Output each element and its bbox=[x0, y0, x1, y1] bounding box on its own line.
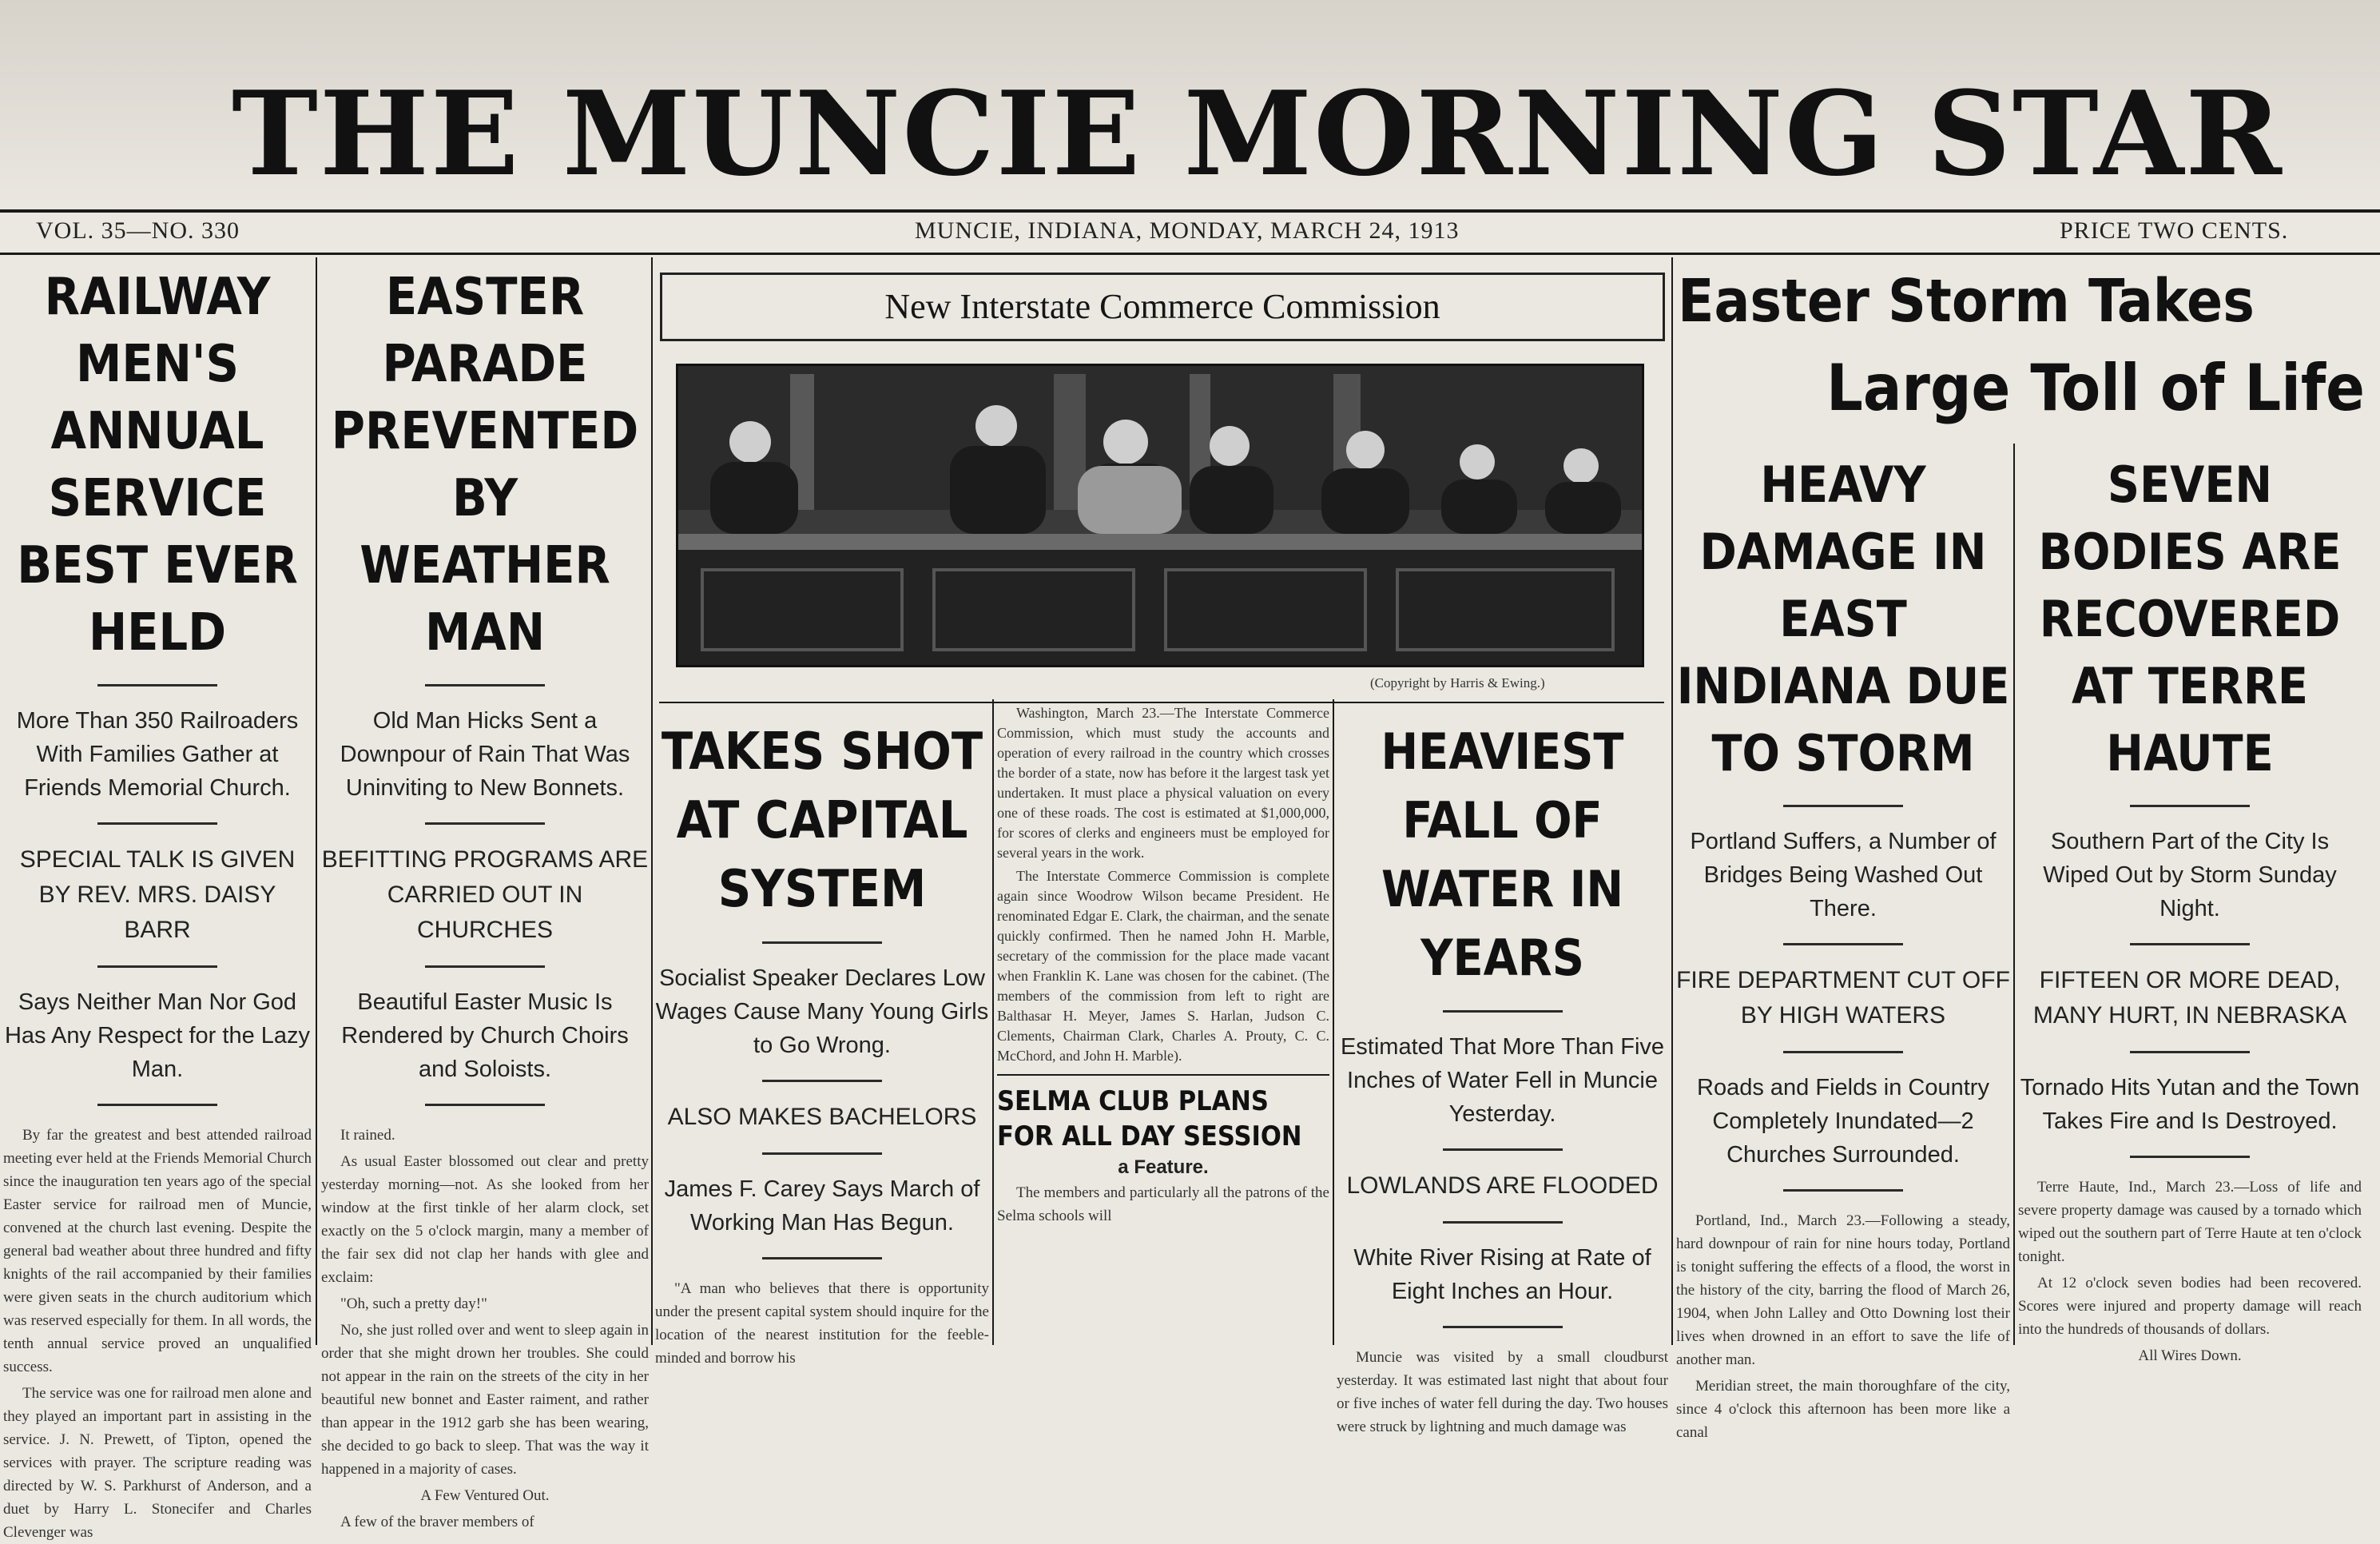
article-body bbox=[3, 1124, 312, 1544]
photo-credit: (Copyright by Harris & Ewing.) bbox=[1370, 675, 1545, 690]
article-body bbox=[2018, 1176, 2362, 1367]
separator bbox=[762, 1080, 882, 1082]
article-paragraph: Portland, Ind., March 23.—Following a steady, hard downpour of rain for nine hours today, Portland is tonight suffering the effects of a flood, the worst in the history of the city, barring the flood of March 26, 1904, when John Lalley and Otto Downing lost their lives when drowned in an effort to save the life of another man. bbox=[1676, 1212, 2010, 1368]
photo-caption-box bbox=[660, 273, 1665, 341]
article-body bbox=[997, 1181, 1329, 1228]
column-rule bbox=[1671, 257, 1673, 1345]
article-deck: Roads and Fields in Country Completely Inundated—2 Churches Surrounded. bbox=[1697, 1075, 1989, 1168]
separator bbox=[1783, 1051, 1903, 1053]
separator bbox=[425, 684, 545, 686]
article-commission-text bbox=[997, 703, 1329, 1345]
separator bbox=[1783, 1189, 1903, 1192]
article-deck: Beautiful Easter Music Is Rendered by Church Choirs and Soloists. bbox=[341, 989, 629, 1082]
separator bbox=[97, 1104, 217, 1106]
photo-caption: New Interstate Commerce Commission bbox=[884, 287, 1440, 326]
article-paragraph: No, she just rolled over and went to sleep again in order that she might drown her troubles. She could not appear in the rain on the streets of the city in her beautiful new bonnet and Easter raiment, and rather than appear in the 1912 garb she has been wearing, she decided to go back to sleep. That was the way it happened in a majority of cases. bbox=[321, 1322, 649, 1478]
separator bbox=[997, 1074, 1329, 1076]
column-rule bbox=[651, 257, 653, 1345]
article-headline: EASTER PARADE PREVENTED BY WEATHER MAN bbox=[331, 268, 639, 663]
separator bbox=[1443, 1221, 1563, 1224]
article-deck: Portland Suffers, a Number of Bridges Being Washed Out There. bbox=[1690, 829, 1997, 921]
article-headline: HEAVIEST FALL OF WATER IN YEARS bbox=[1381, 722, 1624, 987]
separator bbox=[1783, 943, 1903, 945]
article-paragraph: "Oh, such a pretty day!" bbox=[340, 1295, 487, 1312]
article-headline: HEAVY DAMAGE IN EAST INDIANA DUE TO STORM bbox=[1676, 456, 2010, 782]
separator bbox=[1443, 1148, 1563, 1151]
article-railway-men bbox=[3, 257, 312, 1541]
article-subheadline: FIFTEEN OR MORE DEAD, MANY HURT, IN NEBRASKA bbox=[2032, 967, 2347, 1029]
article-paragraph: The service was one for railroad men alone and they played an important part in assisting in the service. J. N. Prewett, of Tipton, opened the services with prayer. The scripture reading was directed by W. S. Parkhurst of Anderson, and a duet by Harry L. Stonecifer and Charles Clevenger was bbox=[3, 1385, 312, 1541]
article-deck: White River Rising at Rate of Eight Inches an Hour. bbox=[1353, 1245, 1651, 1304]
separator bbox=[762, 1257, 882, 1259]
article-body bbox=[321, 1124, 649, 1534]
article-deck: a Feature. bbox=[1118, 1156, 1209, 1178]
article-paragraph: It rained. bbox=[340, 1127, 395, 1144]
commission-photo-image bbox=[678, 366, 1642, 665]
masthead-rule-bottom bbox=[0, 253, 2380, 255]
dateline-price: PRICE TWO CENTS. bbox=[2060, 217, 2289, 244]
separator bbox=[97, 822, 217, 825]
column-rule bbox=[2013, 444, 2015, 1345]
article-easter-parade bbox=[321, 257, 649, 1530]
article-section-title: A Few Ventured Out. bbox=[420, 1487, 550, 1504]
article-heaviest-fall bbox=[1337, 703, 1668, 1435]
article-paragraph: As usual Easter blossomed out clear and pretty yesterday morning—not. As she looked from her window at the first tinkle of her alarm clock, set exactly on the 5 o'clock margin, many a member of the fair sex did not clap her hands with glee and exclaim: bbox=[321, 1153, 649, 1286]
article-subheadline: FIRE DEPARTMENT CUT OFF BY HIGH WATERS bbox=[1676, 967, 2010, 1029]
article-deck: Tornado Hits Yutan and the Town Takes Fire and Is Destroyed. bbox=[2020, 1075, 2360, 1134]
separator bbox=[425, 965, 545, 968]
banner-headline-line-2: Large Toll of Life bbox=[1826, 351, 2365, 425]
separator bbox=[762, 941, 882, 944]
column-rule bbox=[316, 257, 317, 1345]
article-deck: James F. Carey Says March of Working Man Has Begun. bbox=[664, 1176, 980, 1236]
banner-headline-line-1: Easter Storm Takes bbox=[1678, 267, 2255, 336]
masthead-rule-top bbox=[0, 209, 2380, 213]
article-body bbox=[655, 1277, 989, 1370]
article-body bbox=[1337, 1346, 1668, 1439]
article-paragraph: Muncie was visited by a small cloudburst yesterday. It was estimated last night that about four or five inches of water fell during the day. Two houses were struck by lightning and much damage was bbox=[1337, 1349, 1668, 1435]
separator bbox=[2130, 1156, 2250, 1158]
article-deck: Estimated That More Than Five Inches of Water Fell in Muncie Yesterday. bbox=[1340, 1034, 1665, 1127]
article-paragraph: At 12 o'clock seven bodies had been recovered. Scores were injured and property damage will reach into the hundreds of thousands of dollars. bbox=[2018, 1275, 2362, 1338]
article-deck: Old Man Hicks Sent a Downpour of Rain That Was Uninviting to New Bonnets. bbox=[340, 708, 630, 801]
dateline-volume: VOL. 35—NO. 330 bbox=[36, 217, 240, 244]
article-paragraph: Washington, March 23.—The Interstate Commerce Commission, which must study the accounts and operation of every railroad in the country which crosses the border of a state, now has before it the largest task yet undertaken. It must place a physical valuation on every one of these roads. The cost is estimated at $1,000,000, for scores of clerks and engineers must be employed for several years in the work. bbox=[997, 705, 1329, 861]
separator bbox=[97, 684, 217, 686]
separator bbox=[2130, 943, 2250, 945]
separator bbox=[2130, 1051, 2250, 1053]
article-body bbox=[1676, 1209, 2010, 1444]
article-paragraph: Terre Haute, Ind., March 23.—Loss of life and severe property damage was caused by a tornado which wiped out the southern part of Terre Haute at ten o'clock tonight. bbox=[2018, 1179, 2362, 1265]
article-body bbox=[997, 703, 1329, 1066]
article-headline: RAILWAY MEN'S ANNUAL SERVICE BEST EVER HELD bbox=[17, 268, 298, 663]
separator bbox=[425, 822, 545, 825]
article-paragraph: The members and particularly all the patrons of the Selma schools will bbox=[997, 1184, 1329, 1224]
article-deck: Southern Part of the City Is Wiped Out by Storm Sunday Night. bbox=[2043, 829, 2337, 921]
article-deck: Socialist Speaker Declares Low Wages Cause Many Young Girls to Go Wrong. bbox=[655, 965, 989, 1058]
column-rule bbox=[1333, 699, 1334, 1345]
article-section-title: All Wires Down. bbox=[2138, 1347, 2242, 1364]
article-subheadline: SPECIAL TALK IS GIVEN BY REV. MRS. DAISY BARR bbox=[19, 846, 296, 943]
article-headline: TAKES SHOT AT CAPITAL SYSTEM bbox=[661, 722, 983, 919]
separator bbox=[2130, 805, 2250, 807]
separator bbox=[1443, 1326, 1563, 1328]
article-subheadline: BEFITTING PROGRAMS ARE CARRIED OUT IN CHURCHES bbox=[321, 846, 649, 943]
article-paragraph: A few of the braver members of bbox=[340, 1514, 534, 1530]
article-paragraph: The Interstate Commerce Commission is complete again since Woodrow Wilson became President. He renominated Edgar E. Clark, the chairman, and the senate quickly confirmed. Then he named John H. Marble, secretary of the commission for the place made vacant when Franklin K. Lane was chosen for the cabinet. (The members of the commission from left to right are Balthasar H. Meyer, James S. Harlan, Judson C. Clements, Chairman Clark, Charles A. Prouty, C. C. McChord, and John H. Marble). bbox=[997, 868, 1329, 1064]
article-paragraph: Meridian street, the main thoroughfare of the city, since 4 o'clock this afternoon has been more like a canal bbox=[1676, 1378, 2010, 1441]
article-east-indiana bbox=[1676, 452, 2010, 1441]
article-deck: Says Neither Man Nor God Has Any Respect for the Lazy Man. bbox=[4, 989, 311, 1082]
article-deck: More Than 350 Railroaders With Families Gather at Friends Memorial Church. bbox=[16, 708, 299, 801]
separator bbox=[425, 1104, 545, 1106]
separator bbox=[762, 1152, 882, 1155]
article-subheadline: LOWLANDS ARE FLOODED bbox=[1346, 1172, 1659, 1199]
article-headline: SELMA CLUB PLANS FOR ALL DAY SESSION bbox=[997, 1085, 1302, 1152]
commission-photo bbox=[676, 364, 1644, 667]
column-rule bbox=[992, 699, 994, 1345]
article-terre-haute bbox=[2018, 452, 2362, 1364]
dateline-place-date: MUNCIE, INDIANA, MONDAY, MARCH 24, 1913 bbox=[915, 217, 1460, 244]
article-subheadline: ALSO MAKES BACHELORS bbox=[667, 1104, 977, 1130]
article-headline: SEVEN BODIES ARE RECOVERED AT TERRE HAUTE bbox=[2038, 456, 2342, 782]
separator bbox=[97, 965, 217, 968]
article-paragraph: "A man who believes that there is opportunity under the present capital system should inquire for the location of the nearest institution for the feeble-minded and borrow his bbox=[655, 1280, 989, 1367]
article-capital-system bbox=[655, 703, 989, 1367]
separator bbox=[1443, 1010, 1563, 1013]
article-paragraph: By far the greatest and best attended railroad meeting ever held at the Friends Memorial Church since the inauguration ten years ago of the special Easter service for railroad men of Muncie, convened at the church last evening. Despite the general bad weather about three hundred and fifty knights of the rail accompanied by their families were given seats in the church auditorium which was reserved especially for them. In all words, the tenth annual service proved an unqualified success. bbox=[3, 1127, 312, 1375]
masthead-title: THE MUNCIE MORNING STAR bbox=[232, 66, 2283, 202]
separator bbox=[1783, 805, 1903, 807]
